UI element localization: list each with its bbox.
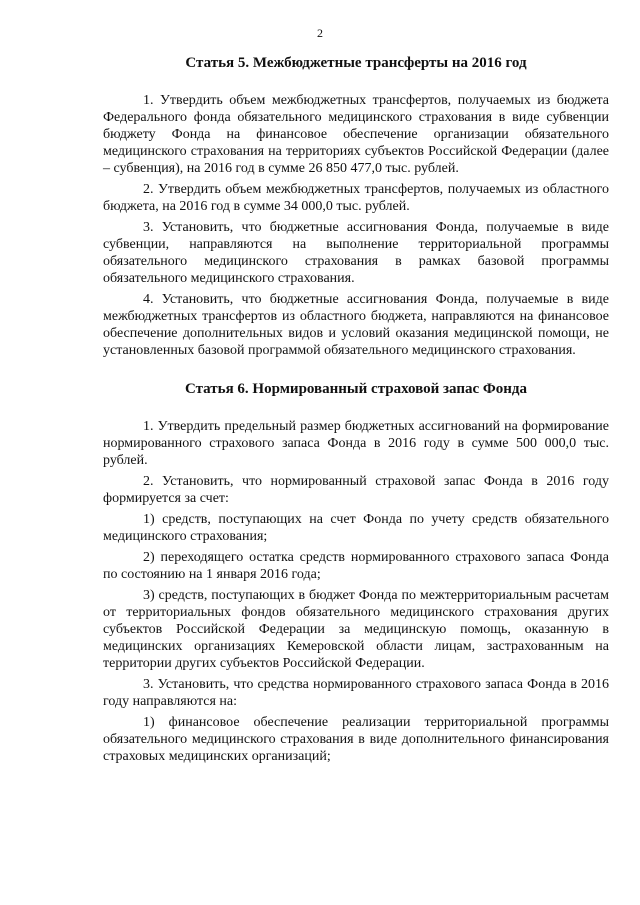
article-6-paragraph-3-subitem-1: 1) финансовое обеспечение реализации территориальной программы обязательного медицинского страхования в виде дополнительного финансирования страховых медицинских организаций; xyxy=(103,715,609,764)
article-5-paragraph-2: 2. Утвердить объем межбюджетных трансфертов, получаемых из областного бюджета, на 2016 год в сумме 34 000,0 тыс. рублей. xyxy=(103,182,609,214)
page-number: 2 xyxy=(317,26,323,40)
article-6-paragraph-2: 2. Установить, что нормированный страховой запас Фонда в 2016 году формируется за счет: xyxy=(103,474,609,506)
article-6-paragraph-1: 1. Утвердить предельный размер бюджетных ассигнований на формирование нормированного страхового запаса Фонда в 2016 году в сумме 500 000,0 тыс. рублей. xyxy=(103,419,609,468)
article-5-paragraph-4: 4. Установить, что бюджетные ассигнования Фонда, получаемые в виде межбюджетных трансфертов из областного бюджета, направляются на финансовое обеспечение дополнительных видов и условий оказания медицинской помощи, не установленных базовой программой обязательного медицинского страхования. xyxy=(103,292,609,358)
article-5-paragraph-3: 3. Установить, что бюджетные ассигнования Фонда, получаемые в виде субвенции, направляются на выполнение территориальной программы обязательного медицинского страхования в рамках базовой программы обязательного медицинского страхования. xyxy=(103,220,609,286)
article-6-title: Статья 6. Нормированный страховой запас Фонда xyxy=(184,381,528,397)
article-6-paragraph-3: 3. Установить, что средства нормированного страхового запаса Фонда в 2016 году направляются на: xyxy=(103,677,609,709)
article-6-subitem-1: 1) средств, поступающих на счет Фонда по учету средств обязательного медицинского страхования; xyxy=(103,512,609,544)
article-5-title: Статья 5. Межбюджетные трансферты на 2016 год xyxy=(185,55,527,71)
article-6-subitem-3: 3) средств, поступающих в бюджет Фонда по межтерриториальным расчетам от территориальных фондов обязательного медицинского страхования других субъектов Российской Федерации за медицинскую помощь, оказанную в медицинских организациях Кемеровской области лицам, застрахованным на территории других субъектов Российской Федерации. xyxy=(103,588,609,671)
document-body xyxy=(103,55,609,765)
article-6-subitem-2: 2) переходящего остатка средств нормированного страхового запаса Фонда по состоянию на 1 января 2016 года; xyxy=(103,550,609,582)
article-5-paragraph-1: 1. Утвердить объем межбюджетных трансфертов, получаемых из бюджета Федерального фонда обязательного медицинского страхования в виде субвенции бюджету Фонда на финансовое обеспечение организации обязательного медицинского страхования на территориях субъектов Российской Федерации (далее – субвенция), на 2016 год в сумме 26 850 477,0 тыс. рублей. xyxy=(103,93,609,176)
